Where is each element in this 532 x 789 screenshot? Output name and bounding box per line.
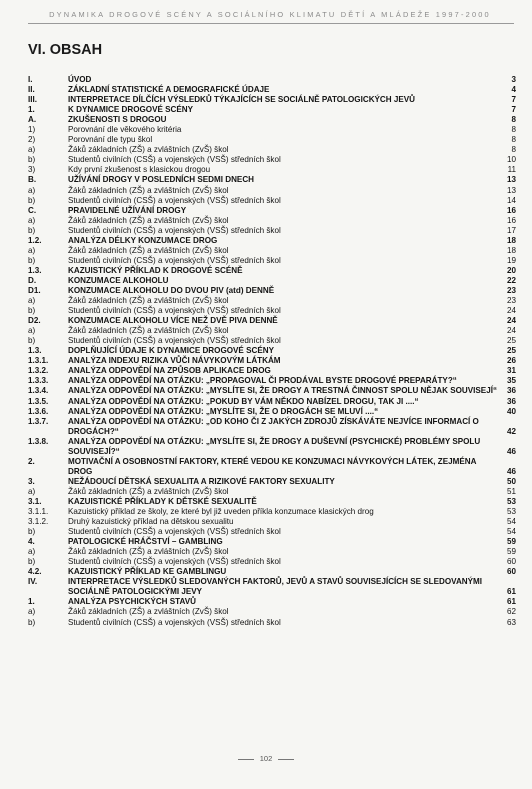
toc-entry bbox=[28, 306, 518, 316]
toc-entry-number: IV. bbox=[28, 577, 38, 587]
toc-entry-number: A. bbox=[28, 115, 37, 125]
toc-entry-title: Žáků základních (ZŠ) a zvláštních (ZvŠ) škol bbox=[68, 296, 229, 306]
toc-entry bbox=[28, 497, 518, 507]
toc-entry-number: 1.3.3. bbox=[28, 376, 49, 386]
toc-entry-title: Studentů civilních (CSŠ) a vojenských (VSŠ) středních škol bbox=[68, 557, 281, 567]
toc-entry-number: 1.3. bbox=[28, 265, 42, 275]
toc-entry-title: ANALÝZA ODPOVĚDÍ NA OTÁZKU: „MYSLÍTE SI, ŽE DROGY A DUŠEVNÍ (PSYCHICKÉ) PROBLÉMY SPOLU SOUVISEJÍ?“ bbox=[68, 436, 481, 456]
toc-entry-page: 24 bbox=[506, 316, 516, 326]
toc-entry bbox=[28, 296, 518, 306]
toc-entry-number: a) bbox=[28, 215, 36, 225]
toc-entry-number: b) bbox=[28, 336, 36, 346]
toc-entry-page: 59 bbox=[506, 547, 516, 557]
toc-entry-page: 24 bbox=[506, 306, 516, 316]
toc-entry bbox=[28, 276, 518, 286]
toc-entry bbox=[28, 356, 518, 366]
toc-entry-page: 24 bbox=[506, 326, 516, 336]
toc-entry-title: KAZUISTICKÝ PŘÍKLAD KE GAMBLINGU bbox=[68, 567, 227, 577]
toc-entry bbox=[28, 236, 518, 246]
toc-entry-page: 23 bbox=[506, 296, 516, 306]
toc-entry-title: NEŽÁDOUCÍ DĚTSKÁ SEXUALITA A RIZIKOVÉ FAKTORY SEXUALITY bbox=[68, 476, 335, 486]
toc-entry-page: 16 bbox=[506, 205, 516, 215]
footer-rule-left bbox=[238, 759, 254, 760]
toc-entry-number: a) bbox=[28, 245, 36, 255]
toc-entry bbox=[28, 618, 518, 628]
toc-entry bbox=[28, 597, 518, 607]
toc-entry-number: 3.1.2. bbox=[28, 517, 49, 527]
toc-entry-page: 54 bbox=[506, 517, 516, 527]
toc-entry bbox=[28, 75, 518, 85]
toc-entry bbox=[28, 226, 518, 236]
toc-entry-page: 42 bbox=[506, 426, 516, 436]
toc-entry-number: a) bbox=[28, 145, 36, 155]
toc-entry bbox=[28, 266, 518, 276]
toc-entry-page: 13 bbox=[506, 185, 516, 195]
toc-entry-title: Porovnání dle věkového kritéria bbox=[68, 125, 182, 135]
toc-entry bbox=[28, 557, 518, 567]
toc-entry-number: a) bbox=[28, 607, 36, 617]
toc-entry-number: b) bbox=[28, 557, 36, 567]
toc-entry-page: 46 bbox=[506, 446, 516, 456]
toc-entry-title: Žáků základních (ZŠ) a zvláštních (ZvŠ) škol bbox=[68, 185, 229, 195]
toc-entry bbox=[28, 165, 518, 175]
toc-entry-number: b) bbox=[28, 255, 36, 265]
toc-entry-page: 53 bbox=[506, 507, 516, 517]
toc-entry-title: Žáků základních (ZŠ) a zvláštních (ZvŠ) škol bbox=[68, 215, 229, 225]
toc-entry-title: INTERPRETACE DÍLČÍCH VÝSLEDKŮ TÝKAJÍCÍCH SE SOCIÁLNĚ PATOLOGICKÝCH JEVŮ bbox=[68, 95, 416, 105]
toc-entry bbox=[28, 135, 518, 145]
toc-entry-number: B. bbox=[28, 175, 37, 185]
toc-entry-page: 61 bbox=[506, 597, 516, 607]
toc-entry-number: 1) bbox=[28, 125, 36, 135]
toc-entry-title: KAZUISTICKÉ PŘÍKLADY K DĚTSKÉ SEXUALITĚ bbox=[68, 496, 257, 506]
toc-entry-page: 4 bbox=[511, 85, 516, 95]
toc-entry-number: 1.3.6. bbox=[28, 406, 49, 416]
toc-entry-page: 22 bbox=[506, 275, 516, 285]
toc-entry-page: 23 bbox=[506, 285, 516, 295]
toc-entry-number: b) bbox=[28, 155, 36, 165]
toc-entry-number: b) bbox=[28, 306, 36, 316]
toc-entry-title: ANALÝZA ODPOVĚDÍ NA OTÁZKU: „OD KOHO ČI Z JAKÝCH ZDROJŮ ZÍSKÁVÁTE NEJVÍCE INFORMACÍ O DROGÁCH?“ bbox=[68, 416, 479, 436]
toc-entry-page: 10 bbox=[506, 155, 516, 165]
toc-entry bbox=[28, 256, 518, 266]
toc-entry bbox=[28, 386, 518, 396]
toc-entry bbox=[28, 487, 518, 497]
toc-entry-title: ANALÝZA INDEXU RIZIKA VŮČI NÁVYKOVÝM LÁTKÁM bbox=[68, 356, 281, 366]
toc-entry-page: 20 bbox=[506, 265, 516, 275]
toc-entry-title: MOTIVAČNÍ A OSOBNOSTNÍ FAKTORY, KTERÉ VEDOU KE KONZUMACI NÁVYKOVÝCH LÁTEK, ZEJMÉNA DROG bbox=[68, 456, 477, 476]
toc-entry-number: a) bbox=[28, 185, 36, 195]
toc-entry bbox=[28, 115, 518, 125]
toc-entry bbox=[28, 316, 518, 326]
toc-entry-page: 59 bbox=[506, 537, 516, 547]
toc-entry-number: b) bbox=[28, 527, 36, 537]
toc-entry-number: a) bbox=[28, 486, 36, 496]
toc-entry-page: 62 bbox=[506, 607, 516, 617]
toc-entry-title: Studentů civilních (CSŠ) a vojenských (VSŠ) středních škol bbox=[68, 527, 281, 537]
toc-entry-number: 1.3.1. bbox=[28, 356, 49, 366]
toc-entry-title: Žáků základních (ZŠ) a zvláštních (ZvŠ) škol bbox=[68, 607, 229, 617]
toc-entry bbox=[28, 286, 518, 296]
toc-entry-number: 4.2. bbox=[28, 567, 42, 577]
toc-entry bbox=[28, 196, 518, 206]
toc-entry bbox=[28, 507, 518, 517]
toc-entry-title: ÚVOD bbox=[68, 75, 92, 84]
toc-entry-number: D2. bbox=[28, 316, 41, 326]
toc-entry-title: ZÁKLADNÍ STATISTICKÉ A DEMOGRAFICKÉ ÚDAJE bbox=[68, 85, 270, 95]
toc-entry-title: Kazuistický příklad ze školy, ze které byl již uveden příkla konzumace klasických drog bbox=[68, 507, 374, 517]
toc-entry-title: INTERPRETACE VÝSLEDKŮ SLEDOVANÝCH FAKTORŮ, JEVŮ A STAVŮ SOUVISEJÍCÍCH SE SLEDOVANÝMI SOCIÁLNĚ PATOLOGICKÝMI JEVY bbox=[68, 577, 483, 597]
toc-entry bbox=[28, 457, 518, 477]
toc-entry bbox=[28, 407, 518, 417]
toc-entry-title: ANALÝZA ODPOVĚDÍ NA OTÁZKU: „POKUD BY VÁM NĚKDO NABÍZEL DROGU, TAK JI ....“ bbox=[68, 396, 419, 406]
toc-entry bbox=[28, 145, 518, 155]
toc-entry-number: 3) bbox=[28, 165, 36, 175]
toc-entry-title: ANALÝZA ODPOVĚDÍ NA OTÁZKU: „MYSLÍTE SI, ŽE DROGY A TRESTNÁ ČINNOST SPOLU NĚJAK SOUVISEJÍ“ bbox=[68, 386, 498, 396]
toc-entry-number: a) bbox=[28, 326, 36, 336]
toc-entry-title: ANALÝZA ODPOVĚDÍ NA OTÁZKU: „PROPAGOVAL ČI PRODÁVAL BYSTE DROGOVÉ PREPARÁTY?“ bbox=[68, 376, 457, 386]
toc-entry-number: D1. bbox=[28, 285, 41, 295]
toc-entry-number: 2) bbox=[28, 135, 36, 145]
toc-entry-title: Žáků základních (ZŠ) a zvláštních (ZvŠ) škol bbox=[68, 547, 229, 557]
toc-entry-number: 1. bbox=[28, 597, 35, 607]
toc-entry-page: 63 bbox=[506, 617, 516, 627]
toc-entry bbox=[28, 376, 518, 386]
toc-entry-title: DOPLŇUJÍCÍ ÚDAJE K DYNAMICE DROGOVÉ SCÉNY bbox=[68, 346, 274, 356]
toc-entry-title: Studentů civilních (CSŠ) a vojenských (VSŠ) středních škol bbox=[68, 195, 281, 205]
toc-entry-page: 19 bbox=[506, 255, 516, 265]
toc-entry-number: 1.3.7. bbox=[28, 416, 49, 426]
toc-entry bbox=[28, 527, 518, 537]
toc-entry-title: KAZUISTICKÝ PŘÍKLAD K DROGOVÉ SCÉNĚ bbox=[68, 265, 243, 275]
toc-entry-page: 8 bbox=[511, 135, 516, 145]
toc-entry-number: b) bbox=[28, 195, 36, 205]
toc-entry bbox=[28, 437, 518, 457]
footer-rule-right bbox=[278, 759, 294, 760]
header-rule bbox=[28, 23, 514, 24]
toc-entry-title: ANALÝZA DÉLKY KONZUMACE DROG bbox=[68, 235, 218, 245]
toc-entry-page: 8 bbox=[511, 125, 516, 135]
toc-entry-page: 16 bbox=[506, 215, 516, 225]
toc-entry-title: ZKUŠENOSTI S DROGOU bbox=[68, 115, 167, 125]
toc-entry bbox=[28, 95, 518, 105]
toc-entry-title: ANALÝZA PSYCHICKÝCH STAVŮ bbox=[68, 597, 197, 607]
toc-entry-page: 25 bbox=[506, 346, 516, 356]
toc-entry-page: 50 bbox=[506, 476, 516, 486]
toc-entry-number: 1.3. bbox=[28, 346, 42, 356]
toc-entry-title: Studentů civilních (CSŠ) a vojenských (VSŠ) středních škol bbox=[68, 225, 281, 235]
toc-entry-page: 17 bbox=[506, 225, 516, 235]
toc-entry-number: 4. bbox=[28, 537, 35, 547]
toc-entry-page: 7 bbox=[511, 105, 516, 115]
table-of-contents bbox=[28, 75, 518, 628]
toc-entry-page: 40 bbox=[506, 406, 516, 416]
toc-entry-title: ANALÝZA ODPOVĚDÍ NA OTÁZKU: „MYSLÍTE SI, ŽE O DROGÁCH SE MLUVÍ ....“ bbox=[68, 406, 379, 416]
toc-entry-number: II. bbox=[28, 85, 35, 95]
toc-entry-number: 3.1.1. bbox=[28, 507, 49, 517]
toc-entry-number: 1.3.2. bbox=[28, 366, 49, 376]
toc-entry-title: KONZUMACE ALKOHOLU VÍCE NEŽ DVĚ PIVA DENNĚ bbox=[68, 316, 278, 326]
toc-entry-page: 36 bbox=[506, 386, 516, 396]
toc-entry-title: KONZUMACE ALKOHOLU bbox=[68, 275, 169, 285]
toc-entry-number: 1.3.5. bbox=[28, 396, 49, 406]
toc-entry bbox=[28, 607, 518, 617]
toc-entry bbox=[28, 417, 518, 437]
toc-entry-number: 1.3.4. bbox=[28, 386, 49, 396]
toc-entry bbox=[28, 246, 518, 256]
toc-entry-number: 1.3.8. bbox=[28, 436, 49, 446]
toc-entry bbox=[28, 346, 518, 356]
toc-entry bbox=[28, 186, 518, 196]
toc-entry-title: Žáků základních (ZŠ) a zvláštních (ZvŠ) škol bbox=[68, 486, 229, 496]
toc-entry-title: UŽÍVÁNÍ DROGY V POSLEDNÍCH SEDMI DNECH bbox=[68, 175, 255, 185]
toc-entry-title: Studentů civilních (CSŠ) a vojenských (VSŠ) středních škol bbox=[68, 336, 281, 346]
toc-entry-title: Žáků základních (ZŠ) a zvláštních (ZvŠ) škol bbox=[68, 326, 229, 336]
toc-entry bbox=[28, 567, 518, 577]
toc-entry-title: Kdy první zkušenost s klasickou drogou bbox=[68, 165, 211, 175]
toc-entry-number: C. bbox=[28, 205, 37, 215]
page-title: VI. OBSAH bbox=[28, 42, 103, 58]
toc-entry-title: Studentů civilních (CSŠ) a vojenských (VSŠ) středních škol bbox=[68, 155, 281, 165]
toc-entry-page: 11 bbox=[507, 165, 516, 175]
toc-entry-title: Porovnání dle typu škol bbox=[68, 135, 153, 145]
toc-entry-title: K DYNAMICE DROGOVÉ SCÉNY bbox=[68, 105, 194, 115]
toc-entry-page: 18 bbox=[506, 235, 516, 245]
toc-entry-title: PRAVIDELNÉ UŽÍVÁNÍ DROGY bbox=[68, 205, 187, 215]
toc-entry bbox=[28, 366, 518, 376]
toc-entry bbox=[28, 175, 518, 185]
toc-entry bbox=[28, 105, 518, 115]
toc-entry-number: I. bbox=[28, 75, 33, 84]
toc-entry-number: b) bbox=[28, 225, 36, 235]
page-number: 102 bbox=[259, 754, 273, 763]
toc-entry bbox=[28, 125, 518, 135]
toc-entry bbox=[28, 85, 518, 95]
toc-entry bbox=[28, 517, 518, 527]
toc-entry-title: Studentů civilních (CSŠ) a vojenských (VSŠ) středních škol bbox=[68, 617, 281, 627]
toc-entry-number: 3. bbox=[28, 476, 35, 486]
toc-entry-title: Studentů civilních (CSŠ) a vojenských (VSŠ) středních škol bbox=[68, 306, 281, 316]
toc-entry-number: 1.2. bbox=[28, 235, 42, 245]
toc-entry bbox=[28, 477, 518, 487]
toc-entry-page: 60 bbox=[506, 567, 516, 577]
toc-entry-page: 18 bbox=[506, 245, 516, 255]
toc-entry-title: ANALÝZA ODPOVĚDÍ NA ZPŮSOB APLIKACE DROG bbox=[68, 366, 271, 376]
toc-entry-number: 1. bbox=[28, 105, 35, 115]
toc-entry bbox=[28, 216, 518, 226]
toc-entry-number: 3.1. bbox=[28, 496, 42, 506]
toc-entry bbox=[28, 326, 518, 336]
toc-entry-page: 26 bbox=[506, 356, 516, 366]
page-footer bbox=[0, 754, 532, 763]
toc-entry-page: 46 bbox=[506, 466, 516, 476]
toc-entry-title: KONZUMACE ALKOHOLU DO DVOU PIV (atd) DENNĚ bbox=[68, 285, 275, 295]
toc-entry-title: Druhý kazuistický příklad na dětskou sexualitu bbox=[68, 517, 234, 527]
toc-entry-number: a) bbox=[28, 296, 36, 306]
toc-entry-page: 31 bbox=[506, 366, 516, 376]
toc-entry bbox=[28, 397, 518, 407]
toc-entry-number: III. bbox=[28, 95, 37, 105]
toc-entry-page: 8 bbox=[511, 145, 516, 155]
toc-entry-page: 14 bbox=[506, 195, 516, 205]
toc-entry-page: 3 bbox=[511, 75, 516, 84]
toc-entry-number: a) bbox=[28, 547, 36, 557]
toc-entry-title: Studentů civilních (CSŠ) a vojenských (VSŠ) středních škol bbox=[68, 255, 281, 265]
toc-entry-title: Žáků základních (ZŠ) a zvláštních (ZvŠ) škol bbox=[68, 245, 229, 255]
running-header: DYNAMIKA DROGOVÉ SCÉNY A SOCIÁLNÍHO KLIMATU DĚTÍ A MLÁDEŽE 1997-2000 bbox=[49, 10, 491, 19]
toc-entry bbox=[28, 537, 518, 547]
toc-entry-page: 53 bbox=[506, 496, 516, 506]
toc-entry-page: 35 bbox=[506, 376, 516, 386]
toc-entry-title: PATOLOGICKÉ HRÁČSTVÍ – GAMBLING bbox=[68, 537, 223, 547]
toc-entry-page: 51 bbox=[506, 486, 516, 496]
toc-entry bbox=[28, 336, 518, 346]
toc-entry-page: 25 bbox=[506, 336, 516, 346]
toc-entry-number: 2. bbox=[28, 456, 35, 466]
toc-entry-page: 8 bbox=[511, 115, 516, 125]
toc-entry bbox=[28, 577, 518, 597]
toc-entry-number: D. bbox=[28, 275, 37, 285]
toc-entry-page: 36 bbox=[506, 396, 516, 406]
toc-entry bbox=[28, 206, 518, 216]
toc-entry bbox=[28, 547, 518, 557]
toc-entry bbox=[28, 155, 518, 165]
toc-entry-title: Žáků základních (ZŠ) a zvláštních (ZvŠ) škol bbox=[68, 145, 229, 155]
toc-entry-page: 54 bbox=[506, 527, 516, 537]
toc-entry-page: 61 bbox=[506, 587, 516, 597]
toc-entry-page: 60 bbox=[506, 557, 516, 567]
toc-entry-number: b) bbox=[28, 617, 36, 627]
toc-entry-page: 7 bbox=[511, 95, 516, 105]
toc-entry-page: 13 bbox=[506, 175, 516, 185]
